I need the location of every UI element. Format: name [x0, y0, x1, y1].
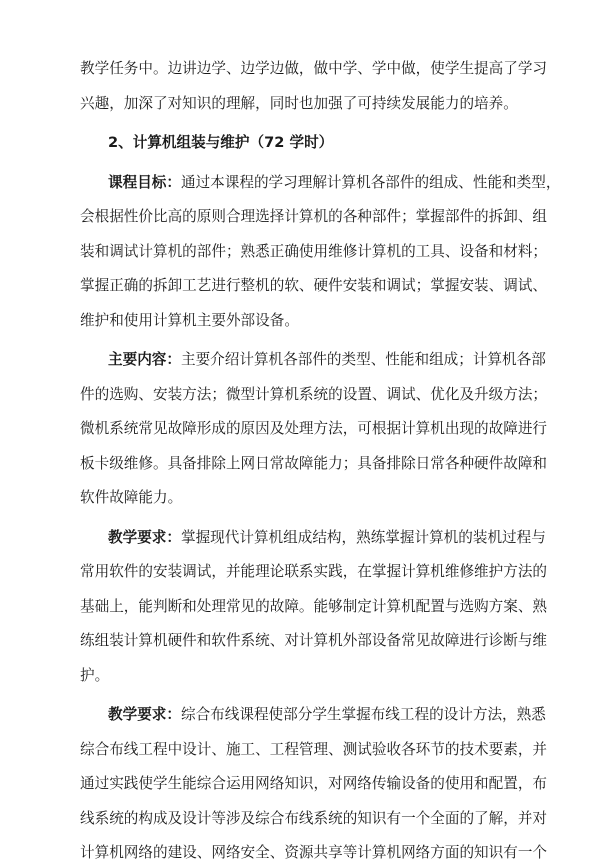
- req2-line-4: 线系统的构成及设计等涉及综合布线系统的知识有一个全面的了解，并对: [80, 810, 548, 827]
- content-line-5: 软件故障能力。: [80, 489, 183, 506]
- goal-first-line: [108, 172, 561, 194]
- content-line-2: 件的选购、安装方法；微型计算机系统的设置、调试、优化及升级方法；: [80, 386, 548, 403]
- req2-first-text: 综合布线课程使部分学生掌握布线工程的设计方法，熟悉: [180, 706, 546, 723]
- para1-line-1: 教学任务中。边讲边学、边学边做，做中学、学中做，使学生提高了学习: [80, 60, 548, 77]
- goal-line-4: 掌握正确的拆卸工艺进行整机的软、硬件安装和调试；掌握安装、调试、: [80, 277, 548, 294]
- content-first-line: [108, 349, 546, 371]
- content-line-3: 微机系统常见故障形成的原因及处理方法，可根据计算机出现的故障进行: [80, 420, 548, 437]
- content-label: 主要内容：: [108, 351, 181, 368]
- req1-line-2: 常用软件的安装调试，并能理论联系实践，在掌握计算机维修维护方法的: [80, 563, 548, 580]
- req1-first-line: [108, 527, 546, 549]
- req2-line-3: 通过实践使学生能综合运用网络知识，对网络传输设备的使用和配置，布: [80, 775, 548, 792]
- content-first-text: 主要介绍计算机各部件的类型、性能和组成；计算机各部: [180, 351, 546, 368]
- goal-label: 课程目标：: [108, 174, 181, 191]
- req2-line-5: 计算机网络的建设、网络安全、资源共享等计算机网络方面的知识有一个: [80, 844, 548, 861]
- goal-line-3: 装和调试计算机的部件；熟悉正确使用维修计算机的工具、设备和材料；: [80, 243, 548, 260]
- section-heading: 2、计算机组装与维护（72 学时）: [108, 134, 334, 151]
- req2-line-2: 综合布线工程中设计、施工、工程管理、测试验收各环节的技术要素，并: [80, 741, 548, 758]
- goal-line-5: 维护和使用计算机主要外部设备。: [80, 312, 299, 329]
- req1-line-4: 练组装计算机硬件和软件系统、对计算机外部设备常见故障进行诊断与维: [80, 632, 548, 649]
- req1-line-3: 基础上，能判断和处理常见的故障。能够制定计算机配置与选购方案、熟: [80, 598, 548, 615]
- req2-label: 教学要求：: [108, 706, 181, 723]
- req1-label: 教学要求：: [108, 529, 181, 546]
- content-line-4: 板卡级维修。具备排除上网日常故障能力；具备排除日常各种硬件故障和: [80, 455, 548, 472]
- req1-first-text: 掌握现代计算机组成结构，熟练掌握计算机的装机过程与: [180, 529, 546, 546]
- goal-first-text: 通过本课程的学习理解计算机各部件的组成、性能和类型，: [180, 174, 561, 191]
- req1-line-5: 护。: [80, 667, 110, 684]
- req2-first-line: [108, 704, 546, 726]
- goal-line-2: 会根据性价比高的原则合理选择计算机的各种部件；掌握部件的拆卸、组: [80, 208, 548, 225]
- para1-line-2: 兴趣，加深了对知识的理解，同时也加强了可持续发展能力的培养。: [80, 95, 518, 112]
